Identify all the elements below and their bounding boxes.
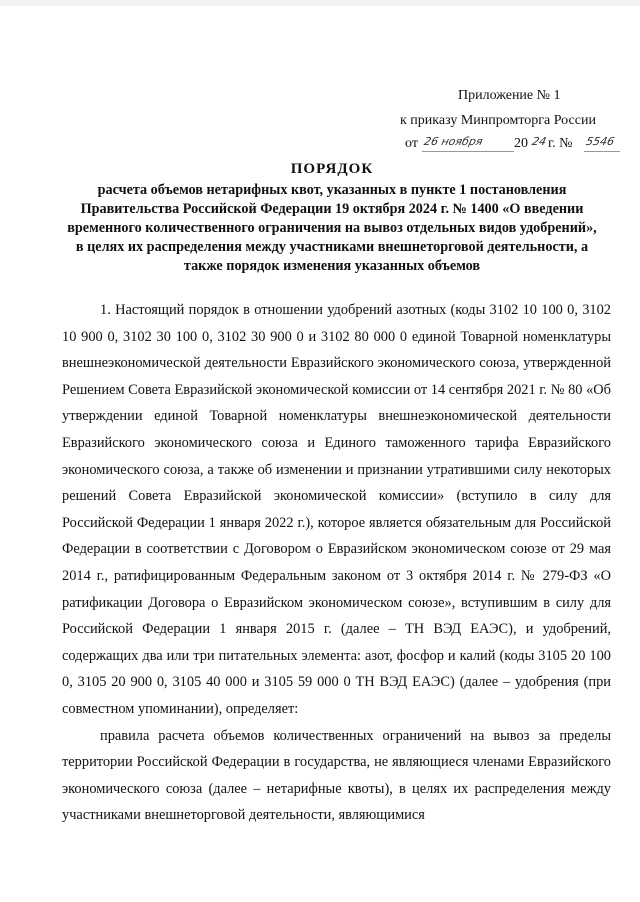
- document-body: [62, 297, 611, 829]
- handwritten-number: 5546: [584, 135, 616, 148]
- number-underline: [584, 151, 620, 152]
- document-heading: [62, 160, 602, 276]
- document-title: ПОРЯДОК: [290, 161, 374, 177]
- document-subtitle: расчета объемов нетарифных квот, указанных в пункте 1 постановления Правительства Российской Федерации 19 октября 2024 г. № 1400 «О введении временного количественного ограничения на вывоз отдельных видов удобрений», в целях их распределения между участниками внешнеторговой деятельности, а также порядок изменения указанных объемов: [67, 182, 597, 274]
- appendix-title: Приложение № 1: [458, 88, 561, 103]
- handwritten-year: 24: [530, 135, 548, 148]
- paragraph-2: правила расчета объемов количественных ограничений на вывоз за пределы территории Российской Федерации в государства, не являющиеся членами Евразийского экономического союза (далее – нетарифные квоты), в целях их распределения между участниками внешнеторговой деятельности, являющимися: [62, 727, 611, 824]
- paragraph-1: 1. Настоящий порядок в отношении удобрений азотных (коды 3102 10 100 0, 3102 10 900 0, 3102 30 100 0, 3102 30 900 0 и 3102 80 000 0 единой Товарной номенклатуры внешнеэкономической деятельности Евразийского экономического союза, утвержденной Решением Совета Евразийской экономической комиссии от 14 сентября 2021 г. № 80 «Об утверждении единой Товарной номенклатуры внешнеэкономической деятельности Евразийского экономического союза и Единого таможенного тарифа Евразийского экономического союза, а также об изменении и признании утратившими силу некоторых решений Совета Евразийской экономической комиссии» (вступило в силу для Российской Федерации 1 января 2022 г.), которое является обязательным для Российской Федерации в соответствии с Договором о Евразийском экономическом союзе от 29 мая 2014 г., ратифицированным Федеральным законом от 3 октября 2014 г. № 279-ФЗ «О ратификации Договора о Евразийском экономическом союзе», вступившим в силу для Российской Федерации 1 января 2015 г. (далее – ТН ВЭД ЕАЭС), и удобрений, содержащих два или три питательных элемента: азот, фосфор и калий (коды 3105 20 100 0, 3105 20 900 0, 3105 40 000 и 3105 59 000 0 ТН ВЭД ЕАЭС) (далее – удобрения (при совместном упоминании), определяет:: [62, 302, 611, 717]
- appendix-order-ref: к приказу Минпромторга России: [400, 113, 596, 128]
- year-suffix: г. №: [548, 136, 573, 151]
- from-label: от: [405, 136, 418, 151]
- date-underline: [422, 151, 514, 152]
- appendix-block: [360, 86, 620, 156]
- handwritten-date: 26 ноября: [422, 135, 484, 148]
- year-prefix: 20: [514, 136, 528, 151]
- scan-top-edge: [0, 0, 640, 6]
- appendix-date-number: [360, 134, 620, 156]
